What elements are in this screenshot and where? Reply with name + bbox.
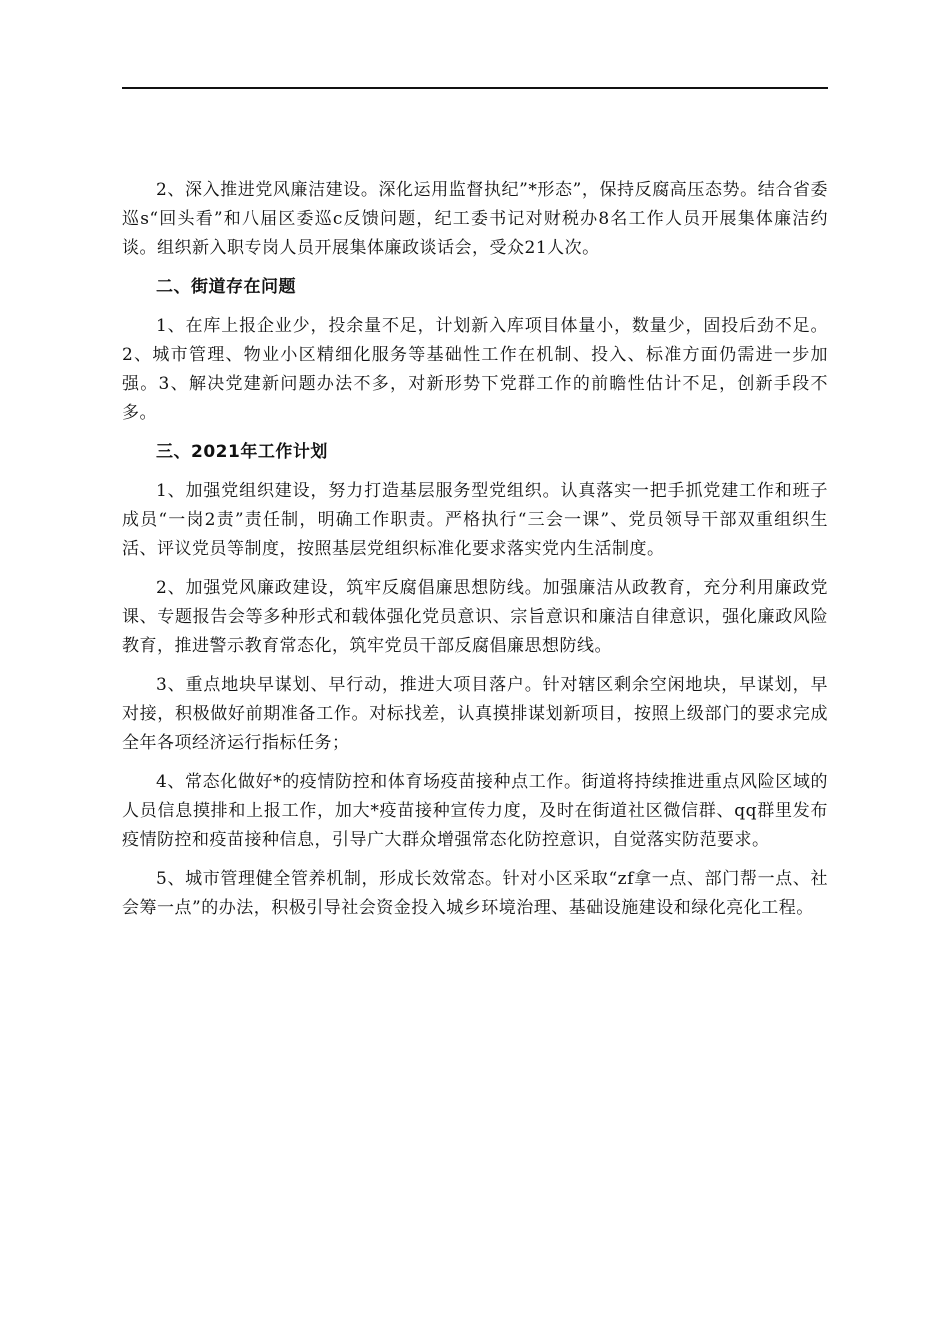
paragraph-plan-5: 5、城市管理健全管养机制，形成长效常态。针对小区采取“zf拿一点、部门帮一点、社会筹一点”的办法，积极引导社会资金投入城乡环境治理、基础设施建设和绿化亮化工程。 [122, 869, 828, 918]
header-divider [122, 87, 828, 89]
section-heading-plan: 三、2021年工作计划 [156, 442, 328, 462]
paragraph-problems: 1、在库上报企业少，投余量不足，计划新入库项目体量小，数量少，固投后劲不足。2、城市管理、物业小区精细化服务等基础性工作在机制、投入、标准方面仍需进一步加强。3、解决党建新问题办法不多，对新形势下党群工作的前瞻性估计不足，创新手段不多。 [122, 316, 828, 423]
paragraph-plan-4: 4、常态化做好*的疫情防控和体育场疫苗接种点工作。街道将持续推进重点风险区域的人员信息摸排和上报工作，加大*疫苗接种宣传力度，及时在街道社区微信群、qq群里发布疫情防控和疫苗接种信息，引导广大群众增强常态化防控意识，自觉落实防范要求。 [122, 772, 828, 850]
paragraph-party-integrity: 2、深入推进党风廉洁建设。深化运用监督执纪”*形态”，保持反腐高压态势。结合省委巡s“回头看”和八届区委巡c反馈问题，纪工委书记对财税办8名工作人员开展集体廉洁约谈。组织新入职专岗人员开展集体廉政谈话会，受众21人次。 [122, 180, 828, 258]
section-heading-problems: 二、街道存在问题 [156, 277, 296, 297]
paragraph-plan-2: 2、加强党风廉政建设，筑牢反腐倡廉思想防线。加强廉洁从政教育，充分利用廉政党课、专题报告会等多种形式和载体强化党员意识、宗旨意识和廉洁自律意识，强化廉政风险教育，推进警示教育常态化，筑牢党员干部反腐倡廉思想防线。 [122, 578, 828, 656]
document-body [122, 176, 828, 933]
paragraph-plan-3: 3、重点地块早谋划、早行动，推进大项目落户。针对辖区剩余空闲地块，早谋划，早对接，积极做好前期准备工作。对标找差，认真摸排谋划新项目，按照上级部门的要求完成全年各项经济运行指标任务； [122, 675, 828, 753]
paragraph-plan-1: 1、加强党组织建设，努力打造基层服务型党组织。认真落实一把手抓党建工作和班子成员“一岗2责”责任制，明确工作职责。严格执行“三会一课”、党员领导干部双重组织生活、评议党员等制度，按照基层党组织标准化要求落实党内生活制度。 [122, 481, 828, 559]
